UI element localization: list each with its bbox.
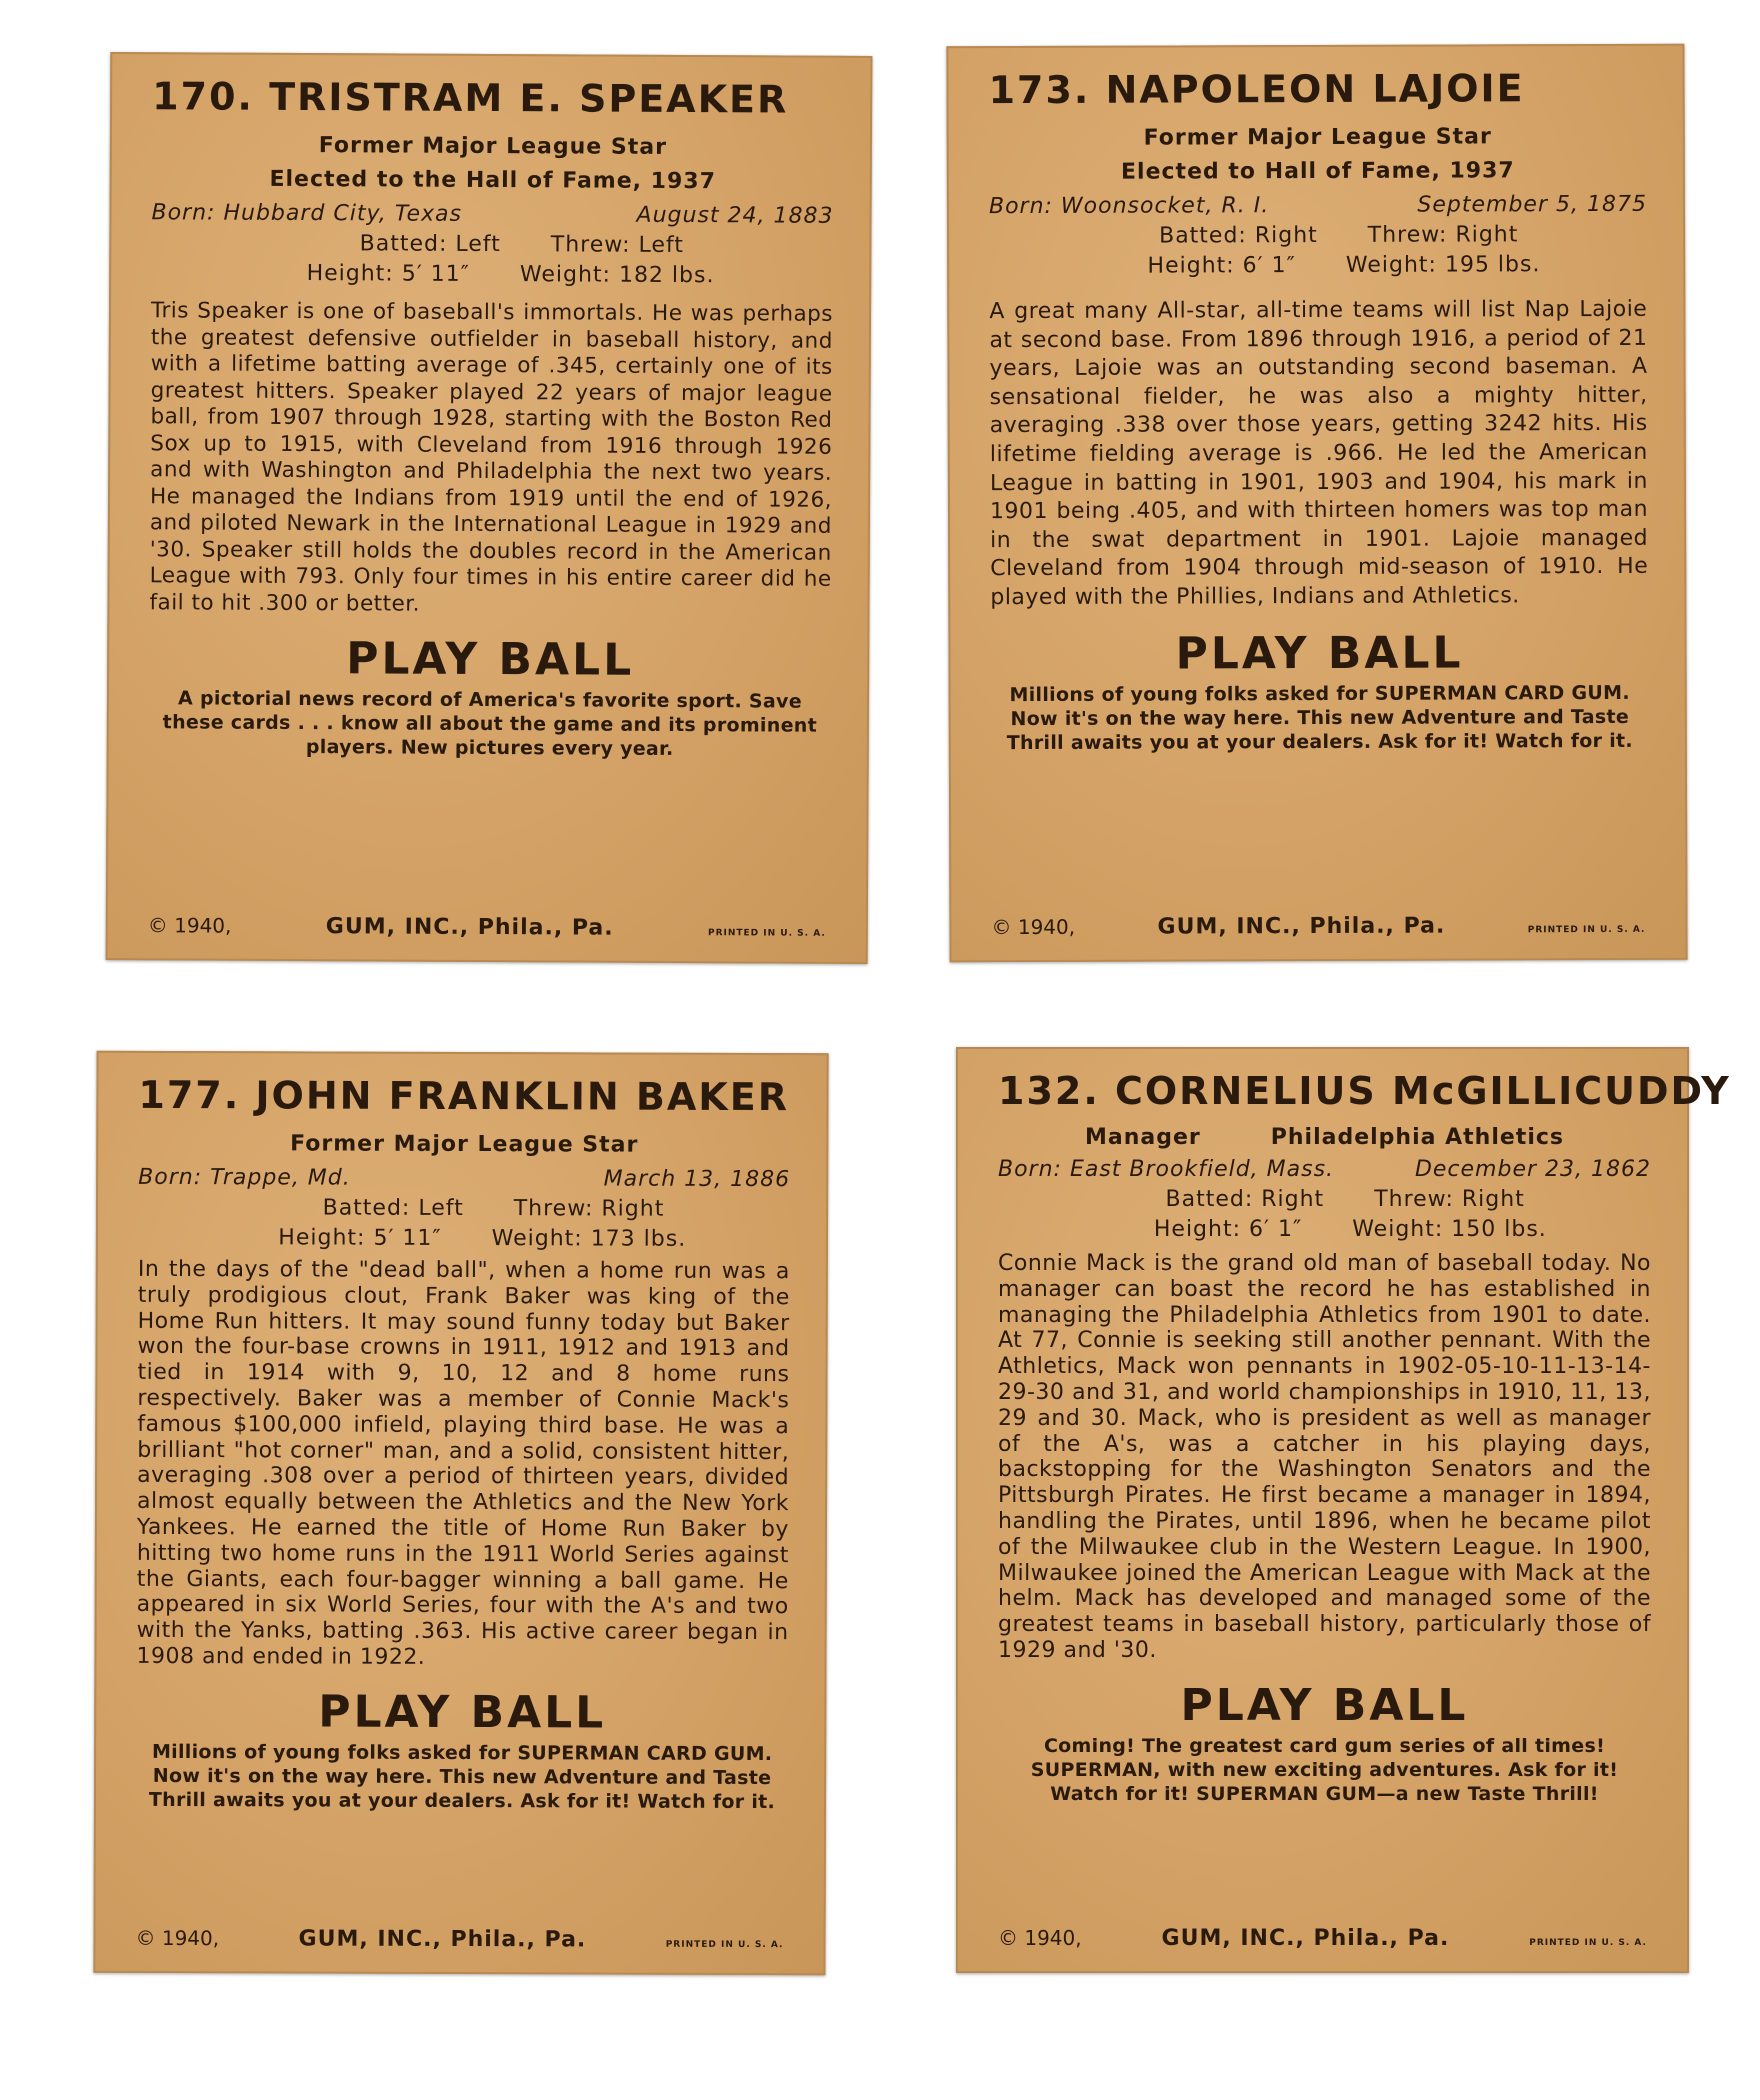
card-subtitle: Former Major League Star: [1143, 124, 1492, 151]
card-height-weight: [151, 258, 833, 292]
card-role-row: [998, 1123, 1651, 1153]
threw: Threw: Left: [550, 232, 684, 259]
copyright: © 1940,: [147, 913, 232, 938]
card-bats-throws: [138, 1193, 790, 1225]
maker: GUM, INC., Phila., Pa.: [1161, 1926, 1450, 1951]
card-bio: A great many All-star, all-time teams will list Nap Lajoie at second base. From 1896 through 1916, a period of 21 years, Lajoie was an outstanding second baseman. A sensational fielder, he was also a mighty hitter, averaging .338 over those years, getting 3242 hits. His lifetime fielding average is .966. He led the American League in batting in 1901, 1903 and 1904, his mark in 1901 being .405, and with thirteen homers was top man in the swat department in 1901. Lajoie managed Cleveland from 1904 through mid-season of 1910. He played with the Phillies, Indians and Athletics.: [989, 296, 1649, 611]
card-born-row: [989, 190, 1647, 222]
card-lajoie: [946, 44, 1687, 963]
born-place: Born: Woonsocket, R. I.: [988, 193, 1270, 220]
height: Height: 6′ 1″: [1147, 253, 1296, 279]
copyright: © 1940,: [998, 1926, 1082, 1950]
printed-in: PRINTED IN U. S. A.: [1527, 924, 1646, 936]
card-hall-of-fame: Elected to Hall of Fame, 1937: [1120, 158, 1515, 185]
card-footer: [135, 1926, 783, 1953]
batted: Batted: Right: [1159, 222, 1318, 249]
card-born-row: [151, 198, 833, 232]
card-height-weight: [138, 1223, 790, 1255]
card-bats-throws: [998, 1185, 1651, 1215]
card-mcgillicuddy: [956, 1047, 1731, 1973]
card-title: 132. CORNELIUS McGILLICUDDY: [998, 1069, 1731, 1113]
weight: Weight: 173 lbs.: [491, 1226, 687, 1252]
card-footer: [148, 913, 826, 942]
printed-in: PRINTED IN U. S. A.: [707, 928, 826, 939]
maker: GUM, INC., Phila., Pa.: [1157, 913, 1446, 940]
card-promo: Millions of young folks asked for SUPERMAN CARD GUM. Now it's on the way here. This new Adventure and Taste Thrill awaits you at your dealers. Ask for it! Watch for it.: [148, 1740, 776, 1813]
card-footer: [991, 913, 1645, 940]
batted: Batted: Left: [359, 231, 501, 258]
batted: Batted: Left: [322, 1195, 464, 1222]
card-bio: Tris Speaker is one of baseball's immortals. He was perhaps the greatest defensive outfielder in baseball history, and with a lifetime batting average of .345, certainly one of its greatest hitters. Speaker played 22 years of major league ball, from 1907 through 1928, starting with the Boston Red Sox up to 1915, with Cleveland from 1916 through 1926 and with Washington and Philadelphia the next two years. He managed the Indians from 1919 until the end of 1926, and piloted Newark in the International League in 1929 and '30. Speaker still holds the doubles record in the American League with 793. Only four times in his entire career did he fail to hit .300 or better.: [149, 298, 834, 617]
card-team: Philadelphia Athletics: [1270, 1125, 1564, 1150]
card-subtitle: Former Major League Star: [290, 1131, 639, 1158]
card-born-row: [998, 1155, 1651, 1185]
batted: Batted: Right: [1165, 1187, 1325, 1212]
card-role: Manager: [1084, 1125, 1201, 1150]
weight: Weight: 182 lbs.: [519, 262, 715, 289]
card-bio: Connie Mack is the grand old man of baseball today. No manager can boast the record he has established in managing the Philadelphia Athletics from 1901 to date. At 77, Connie is seeking still another pennant. With the Athletics, Mack won pennants in 1902-05-10-11-13-14-29-30 and 31, and world championships in 1910, 11, 13, 29 and 30. Mack, who is president as well as manager of the A's, was a catcher in his playing days, backstopping for the Washington Senators and the Pittsburgh Pirates. He first became a manager in 1894, handling the Pirates, until 1896, when he became pilot of the Milwaukee club in the Western League. In 1900, Milwaukee joined the American League with Mack at the helm. Mack has developed and managed some of the greatest teams in baseball history, particularly those of 1929 and '30.: [998, 1251, 1651, 1663]
born-date: March 13, 1886: [603, 1166, 791, 1193]
threw: Threw: Right: [1374, 1187, 1525, 1212]
card-bats-throws: [989, 220, 1647, 252]
card-height-weight: [998, 1215, 1651, 1245]
card-speaker: [106, 52, 873, 964]
card-hall-of-fame: Elected to the Hall of Fame, 1937: [269, 166, 716, 195]
weight: Weight: 150 lbs.: [1352, 1217, 1547, 1242]
card-bats-throws: [151, 228, 833, 262]
maker: GUM, INC., Phila., Pa.: [325, 914, 614, 941]
play-ball-heading: PLAY BALL: [318, 1686, 607, 1739]
printed-in: PRINTED IN U. S. A.: [1529, 1938, 1647, 1948]
threw: Threw: Right: [1367, 222, 1519, 248]
card-bio: In the days of the "dead ball", when a home run was a truly prodigious clout, Frank Baker was king of the Home Run hitters. It may sound funny today but Baker won the four-base crowns in 1911, 1912 and 1913 and tied in 1914 with 9, 10, 12 and 8 home runs respectively. Baker was a member of Connie Mack's famous $100,000 infield, playing third base. He was a brilliant "hot corner" man, and a solid, consistent hitter, averaging .308 over a period of thirteen years, divided almost equally between the Athletics and the New York Yankees. He earned the title of Home Run Baker by hitting two home runs in the 1911 World Series against the Giants, each four-bagger winning a ball game. He appeared in six World Series, four with the A's and two with the Yanks, batting .363. His active career began in 1908 and ended in 1922.: [136, 1256, 790, 1670]
card-promo: Millions of young folks asked for SUPERMAN CARD GUM. Now it's on the way here. This new Adventure and Taste Thrill awaits you at your dealers. Ask for it! Watch for it.: [1006, 681, 1633, 754]
copyright: © 1940,: [991, 914, 1076, 940]
card-baker: [93, 1051, 828, 1976]
card-promo: A pictorial news record of America's favorite sport. Save these cards . . . know all about the game and its prominent players. New pictures every year.: [162, 687, 818, 760]
height: Height: 5′ 11″: [278, 1225, 442, 1251]
card-footer: [998, 1926, 1647, 1951]
threw: Threw: Right: [513, 1196, 665, 1222]
card-subtitle: Former Major League Star: [318, 133, 668, 160]
weight: Weight: 195 lbs.: [1345, 252, 1541, 278]
born-place: Born: Trappe, Md.: [138, 1164, 351, 1191]
height: Height: 5′ 11″: [306, 261, 470, 287]
card-promo: Coming! The greatest card gum series of all times! SUPERMAN, with new exciting adventures. Ask for it! Watch for it! SUPERMAN GUM—a new Taste Thrill!: [1030, 1734, 1619, 1805]
card-title: 170. TRISTRAM E. SPEAKER: [152, 74, 789, 122]
play-ball-heading: PLAY BALL: [346, 633, 635, 686]
born-date: August 24, 1883: [636, 202, 834, 229]
card-born-row: [138, 1163, 790, 1195]
copyright: © 1940,: [135, 1925, 220, 1951]
play-ball-heading: PLAY BALL: [1180, 1679, 1469, 1731]
card-title: 173. NAPOLEON LAJOIE: [988, 66, 1525, 113]
height: Height: 6′ 1″: [1153, 1217, 1303, 1242]
play-ball-heading: PLAY BALL: [1175, 627, 1464, 680]
card-height-weight: [989, 250, 1647, 282]
printed-in: PRINTED IN U. S. A.: [665, 1939, 784, 1951]
card-title: 177. JOHN FRANKLIN BAKER: [138, 1072, 790, 1120]
born-place: Born: Hubbard City, Texas: [151, 200, 463, 227]
born-date: December 23, 1862: [1414, 1157, 1651, 1182]
born-date: September 5, 1875: [1417, 191, 1648, 218]
maker: GUM, INC., Phila., Pa.: [298, 1926, 587, 1953]
born-place: Born: East Brookfield, Mass.: [998, 1157, 1335, 1182]
